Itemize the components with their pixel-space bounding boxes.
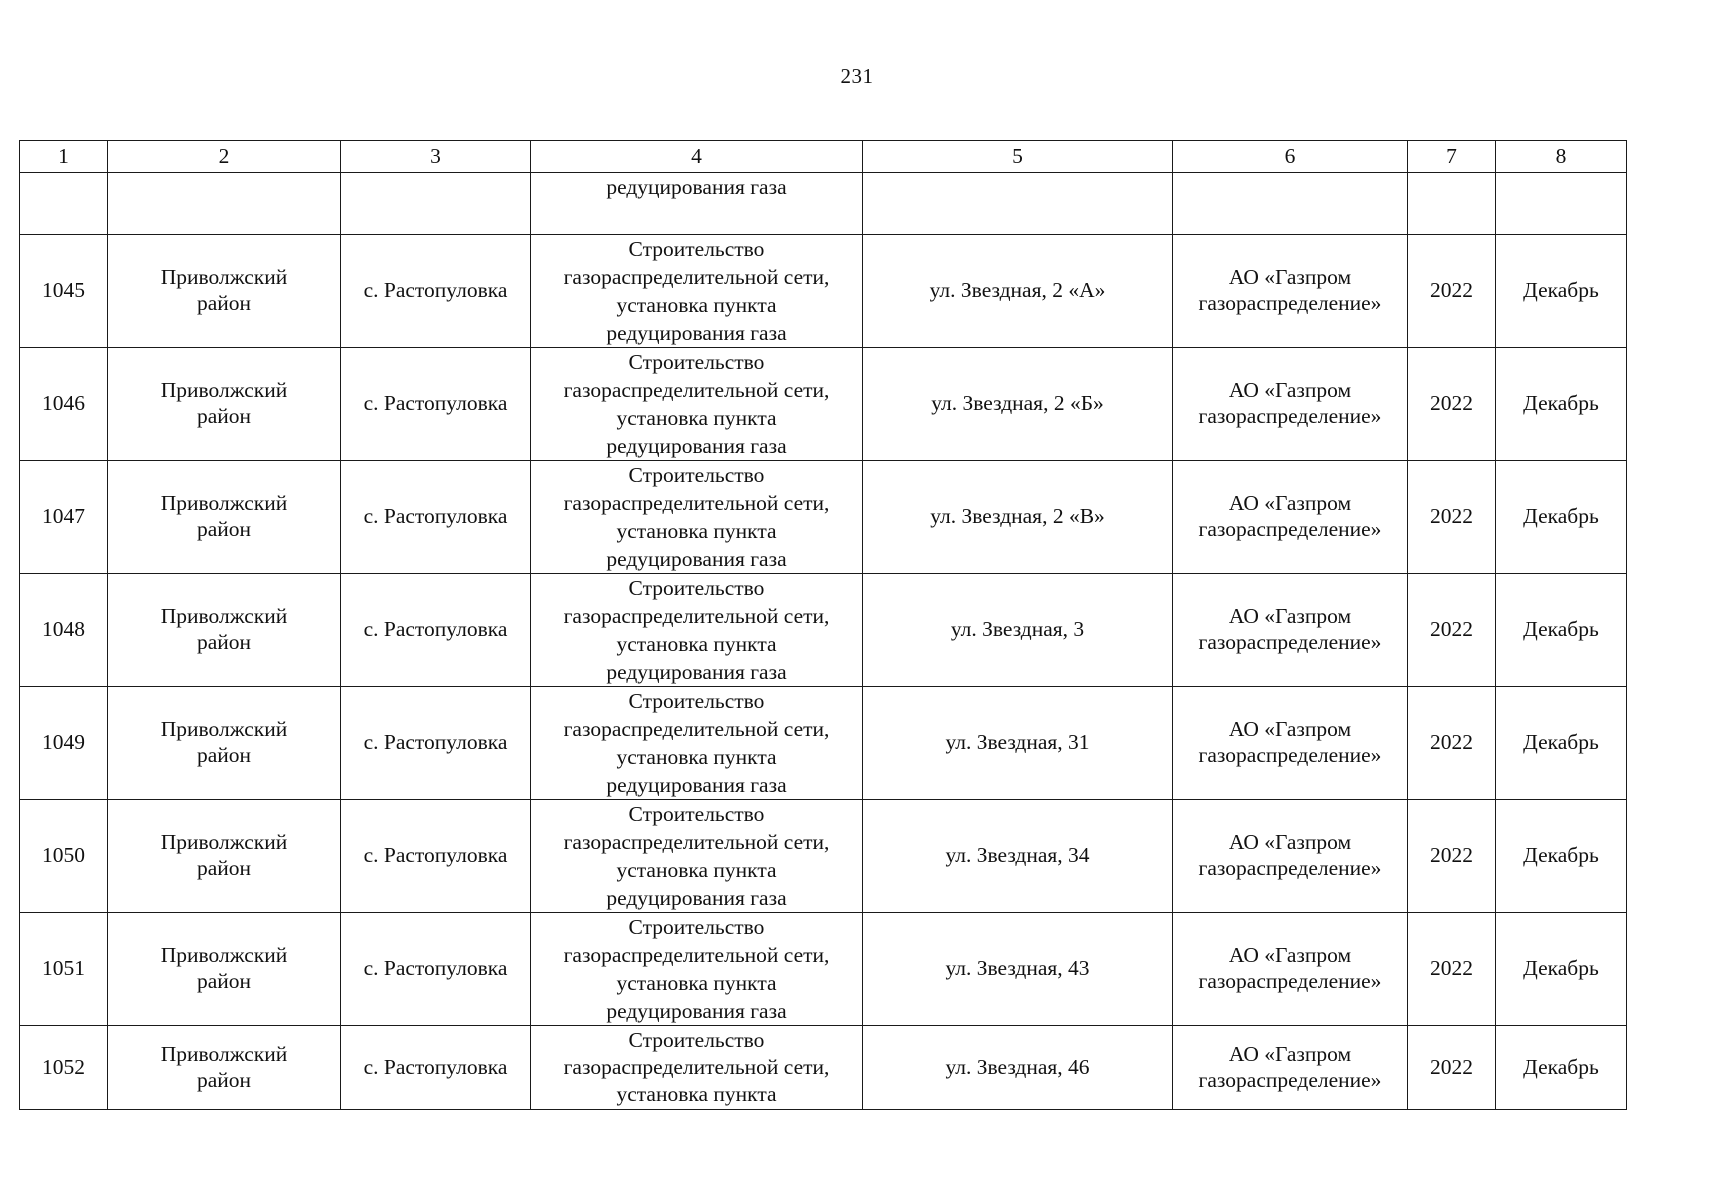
cell-line: редуцирования газа [606, 886, 787, 910]
cell-district [108, 173, 341, 235]
cell-number: 1047 [20, 461, 108, 574]
column-header: 4 [531, 141, 863, 173]
cell-line: редуцирования газа [606, 773, 787, 797]
cell-locality: с. Растопуловка [341, 687, 531, 800]
cell-number: 1046 [20, 348, 108, 461]
cell-line: Приволжский [160, 491, 288, 516]
column-header: 2 [108, 141, 341, 173]
table-row [20, 800, 1627, 913]
cell-locality: с. Растопуловка [341, 574, 531, 687]
cell-number: 1045 [20, 235, 108, 348]
cell-month: Декабрь [1496, 235, 1627, 348]
cell-organization [1173, 687, 1408, 800]
table-row [20, 687, 1627, 800]
cell-line: редуцирования газа [606, 434, 787, 458]
cell-number [20, 173, 108, 235]
cell-work [531, 461, 863, 574]
cell-line: редуцирования газа [606, 321, 787, 345]
cell-line: Приволжский [160, 378, 288, 403]
cell-month [1496, 173, 1627, 235]
cell-district [108, 574, 341, 687]
cell-line: Строительство [628, 237, 765, 261]
cell-organization [1173, 1026, 1408, 1110]
cell-year [1408, 173, 1496, 235]
cell-work: редуцирования газа [531, 173, 863, 235]
cell-line: газораспределительной сети, [563, 1055, 830, 1079]
cell-line: газораспределительной сети, [563, 943, 830, 967]
cell-line: газораспределение» [1198, 630, 1382, 654]
cell-line: редуцирования газа [606, 660, 787, 684]
column-header: 7 [1408, 141, 1496, 173]
continuation-row [20, 173, 1627, 235]
cell-line: газораспределение» [1198, 404, 1382, 428]
cell-line: установка пункта [616, 519, 777, 543]
cell-work [531, 1026, 863, 1110]
cell-line: район [196, 404, 252, 428]
cell-line: установка пункта [616, 632, 777, 656]
cell-line: Строительство [628, 689, 765, 713]
cell-work [531, 235, 863, 348]
cell-line: АО «Газпром [1228, 943, 1352, 968]
cell-line: редуцирования газа [606, 999, 787, 1023]
cell-address: ул. Звездная, 34 [863, 800, 1173, 913]
cell-address: ул. Звездная, 2 «Б» [863, 348, 1173, 461]
cell-line: установка пункта [616, 293, 777, 317]
cell-district [108, 1026, 341, 1110]
cell-organization [1173, 913, 1408, 1026]
cell-organization [1173, 173, 1408, 235]
cell-year: 2022 [1408, 1026, 1496, 1110]
table-row [20, 1026, 1627, 1110]
cell-district [108, 348, 341, 461]
cell-year: 2022 [1408, 235, 1496, 348]
cell-number: 1051 [20, 913, 108, 1026]
cell-month: Декабрь [1496, 687, 1627, 800]
cell-line: газораспределительной сети, [563, 604, 830, 628]
cell-locality: с. Растопуловка [341, 800, 531, 913]
cell-line: Приволжский [160, 943, 288, 968]
cell-line: АО «Газпром [1228, 604, 1352, 629]
cell-line: газораспределение» [1198, 743, 1382, 767]
cell-line: район [196, 856, 252, 880]
cell-address: ул. Звездная, 43 [863, 913, 1173, 1026]
cell-address: ул. Звездная, 31 [863, 687, 1173, 800]
cell-line: газораспределение» [1198, 969, 1382, 993]
cell-locality: с. Растопуловка [341, 235, 531, 348]
cell-line: Приволжский [160, 265, 288, 290]
column-header: 8 [1496, 141, 1627, 173]
cell-organization [1173, 235, 1408, 348]
cell-line: газораспределение» [1198, 856, 1382, 880]
cell-address: ул. Звездная, 2 «В» [863, 461, 1173, 574]
column-number-header-row [20, 141, 1627, 173]
cell-line: Строительство [628, 350, 765, 374]
cell-line: Строительство [628, 915, 765, 939]
column-header: 5 [863, 141, 1173, 173]
cell-line: газораспределение» [1198, 291, 1382, 315]
column-header: 1 [20, 141, 108, 173]
cell-work [531, 348, 863, 461]
cell-line: район [196, 291, 252, 315]
cell-line: Приволжский [160, 1041, 288, 1066]
cell-line: установка пункта [616, 971, 777, 995]
cell-line: газораспределение» [1198, 1067, 1382, 1092]
cell-line: газораспределительной сети, [563, 491, 830, 515]
cell-locality: с. Растопуловка [341, 1026, 531, 1110]
table-row [20, 348, 1627, 461]
cell-line: АО «Газпром [1228, 265, 1352, 290]
cell-line: редуцирования газа [606, 547, 787, 571]
cell-district [108, 800, 341, 913]
cell-line: АО «Газпром [1228, 830, 1352, 855]
cell-line: Строительство [628, 1028, 765, 1052]
cell-line: газораспределительной сети, [563, 717, 830, 741]
cell-work [531, 574, 863, 687]
cell-month: Декабрь [1496, 348, 1627, 461]
cell-month: Декабрь [1496, 913, 1627, 1026]
cell-address: ул. Звездная, 3 [863, 574, 1173, 687]
cell-number: 1052 [20, 1026, 108, 1110]
column-header: 6 [1173, 141, 1408, 173]
cell-line: Строительство [628, 463, 765, 487]
table-row [20, 461, 1627, 574]
cell-address: ул. Звездная, 2 «А» [863, 235, 1173, 348]
table-row [20, 913, 1627, 1026]
table-row [20, 574, 1627, 687]
cell-line: газораспределительной сети, [563, 830, 830, 854]
construction-schedule-table [19, 140, 1627, 1110]
cell-line: газораспределительной сети, [563, 265, 830, 289]
cell-work [531, 687, 863, 800]
page-number: 231 [840, 64, 874, 88]
cell-line: Приволжский [160, 830, 288, 855]
cell-organization [1173, 461, 1408, 574]
cell-line: Приволжский [160, 604, 288, 629]
cell-line: Приволжский [160, 717, 288, 742]
cell-line: Строительство [628, 802, 765, 826]
column-header: 3 [341, 141, 531, 173]
cell-address [863, 173, 1173, 235]
cell-line: газораспределение» [1198, 517, 1382, 541]
cell-organization [1173, 800, 1408, 913]
cell-work [531, 800, 863, 913]
cell-year: 2022 [1408, 461, 1496, 574]
cell-address: ул. Звездная, 46 [863, 1026, 1173, 1110]
cell-year: 2022 [1408, 913, 1496, 1026]
cell-line: установка пункта [616, 858, 777, 882]
cell-organization [1173, 574, 1408, 687]
cell-line: АО «Газпром [1228, 717, 1352, 742]
cell-month: Декабрь [1496, 800, 1627, 913]
cell-month: Декабрь [1496, 1026, 1627, 1110]
cell-district [108, 913, 341, 1026]
cell-year: 2022 [1408, 574, 1496, 687]
cell-number: 1048 [20, 574, 108, 687]
cell-number: 1049 [20, 687, 108, 800]
cell-line: район [196, 969, 252, 993]
cell-line: установка пункта [616, 745, 777, 769]
cell-line: газораспределительной сети, [563, 378, 830, 402]
table-row [20, 235, 1627, 348]
cell-locality: с. Растопуловка [341, 913, 531, 1026]
cell-district [108, 235, 341, 348]
cell-line: установка пункта [616, 406, 777, 430]
cell-line: район [196, 630, 252, 654]
cell-month: Декабрь [1496, 574, 1627, 687]
cell-district [108, 687, 341, 800]
cell-line: АО «Газпром [1228, 1041, 1352, 1066]
cell-month: Декабрь [1496, 461, 1627, 574]
cell-number: 1050 [20, 800, 108, 913]
cell-line: район [196, 517, 252, 541]
cell-line: АО «Газпром [1228, 491, 1352, 516]
cell-locality: с. Растопуловка [341, 461, 531, 574]
cell-year: 2022 [1408, 687, 1496, 800]
cell-year: 2022 [1408, 800, 1496, 913]
cell-line: установка пункта [616, 1082, 777, 1106]
cell-line: район [196, 743, 252, 767]
cell-line: Строительство [628, 576, 765, 600]
cell-year: 2022 [1408, 348, 1496, 461]
cell-district [108, 461, 341, 574]
cell-organization [1173, 348, 1408, 461]
cell-line: район [196, 1067, 252, 1092]
cell-work [531, 913, 863, 1026]
cell-locality [341, 173, 531, 235]
cell-locality: с. Растопуловка [341, 348, 531, 461]
cell-line: АО «Газпром [1228, 378, 1352, 403]
